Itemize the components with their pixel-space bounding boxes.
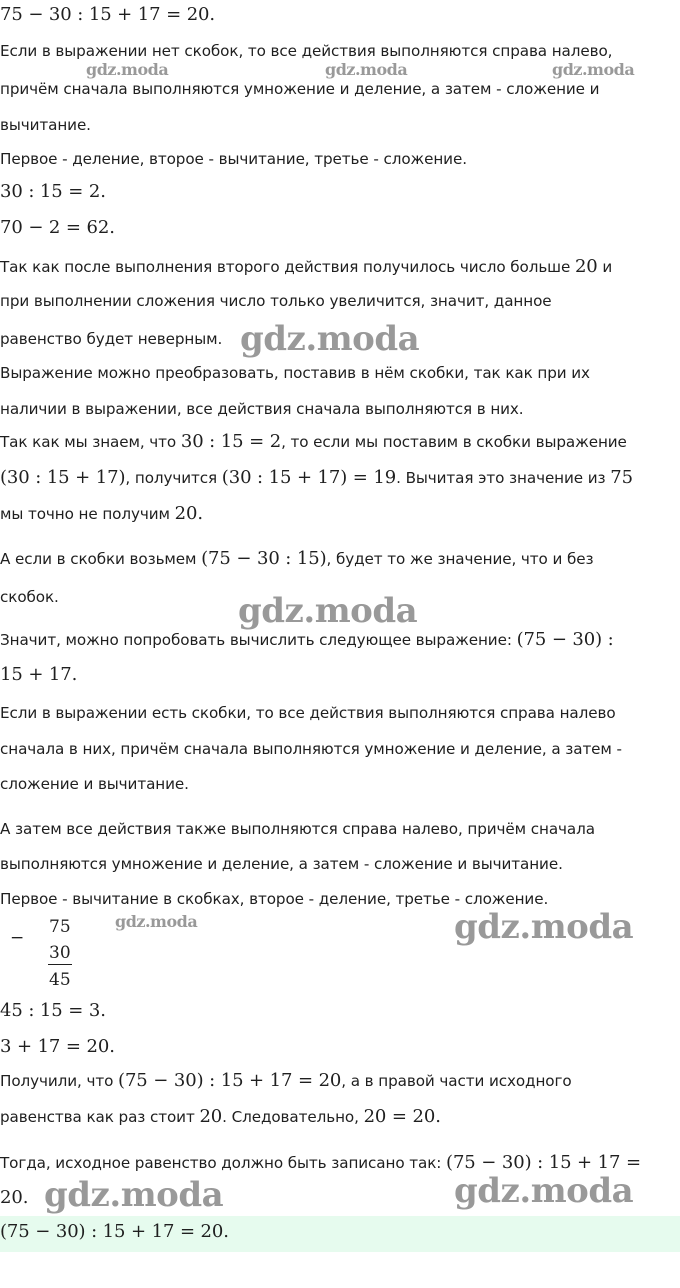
text-line: выполняются умножение и деление, а затем - сложение и вычитание. [0,855,563,873]
text-line: сложение и вычитание. [0,775,189,793]
text-line: Если в выражении есть скобки, то все действия выполняются справа налево [0,704,616,722]
text-line: А затем все действия также выполняются справа налево, причём сначала [0,820,595,838]
equation-continuation: 20. [0,1187,29,1208]
text-line: причём сначала выполняются умножение и деление, а затем - сложение и [0,80,600,98]
text-line: Значит, можно попробовать вычислить следующее выражение: (75 − 30) : [0,629,614,650]
text-line: сначала в них, причём сначала выполняются умножение и деление, а затем - [0,740,622,758]
watermark: gdz.moda [86,60,169,79]
text-line: скобок. [0,588,59,606]
text-line: мы точно не получим 20. [0,503,203,524]
watermark: gdz.moda [552,60,635,79]
step-subtraction: 70 − 2 = 62. [0,217,115,238]
text-line: Выражение можно преобразовать, поставив в нём скобки, так как при их [0,364,590,382]
watermark: gdz.moda [454,1171,634,1211]
watermark: gdz.moda [325,60,408,79]
expression-continuation: 15 + 17. [0,664,78,685]
watermark: gdz.moda [454,907,634,947]
text-line: равенство будет неверным. [0,330,223,348]
text-line: (30 : 15 + 17), получится (30 : 15 + 17) = 19. Вычитая это значение из 75 [0,467,633,488]
step-addition: 3 + 17 = 20. [0,1036,115,1057]
text-line: Тогда, исходное равенство должно быть записано так: (75 − 30) : 15 + 17 = [0,1152,641,1173]
watermark: gdz.moda [44,1175,224,1215]
text-line: равенства как раз стоит 20. Следовательно, 20 = 20. [0,1106,441,1127]
final-answer: (75 − 30) : 15 + 17 = 20. [0,1221,229,1242]
minus-sign: − [10,928,25,948]
text-line: Первое - вычитание в скобках, второе - деление, третье - сложение. [0,890,549,908]
text-line: наличии в выражении, все действия сначала выполняются в них. [0,400,524,418]
column-result: 45 [49,970,71,990]
step-division: 45 : 15 = 3. [0,1000,106,1021]
text-line: при выполнении сложения число только увеличится, значит, данное [0,292,552,310]
column-minuend: 75 [49,917,71,937]
text-line: Получили, что (75 − 30) : 15 + 17 = 20, а в правой части исходного [0,1070,572,1091]
text-line: вычитание. [0,116,91,134]
watermark: gdz.moda [115,912,198,931]
watermark: gdz.moda [240,319,420,359]
text-line: Так как мы знаем, что 30 : 15 = 2, то если мы поставим в скобки выражение [0,431,627,452]
original-equation: 75 − 30 : 15 + 17 = 20. [0,4,216,25]
column-subtrahend: 30 [49,943,71,963]
text-line: Первое - деление, второе - вычитание, третье - сложение. [0,150,467,168]
column-underline [48,964,72,965]
text-line: Так как после выполнения второго действия получилось число больше 20 и [0,256,613,277]
step-division: 30 : 15 = 2. [0,181,106,202]
text-line: Если в выражении нет скобок, то все действия выполняются справа налево, [0,42,613,60]
text-line: А если в скобки возьмем (75 − 30 : 15), будет то же значение, что и без [0,548,594,569]
watermark: gdz.moda [238,591,418,631]
